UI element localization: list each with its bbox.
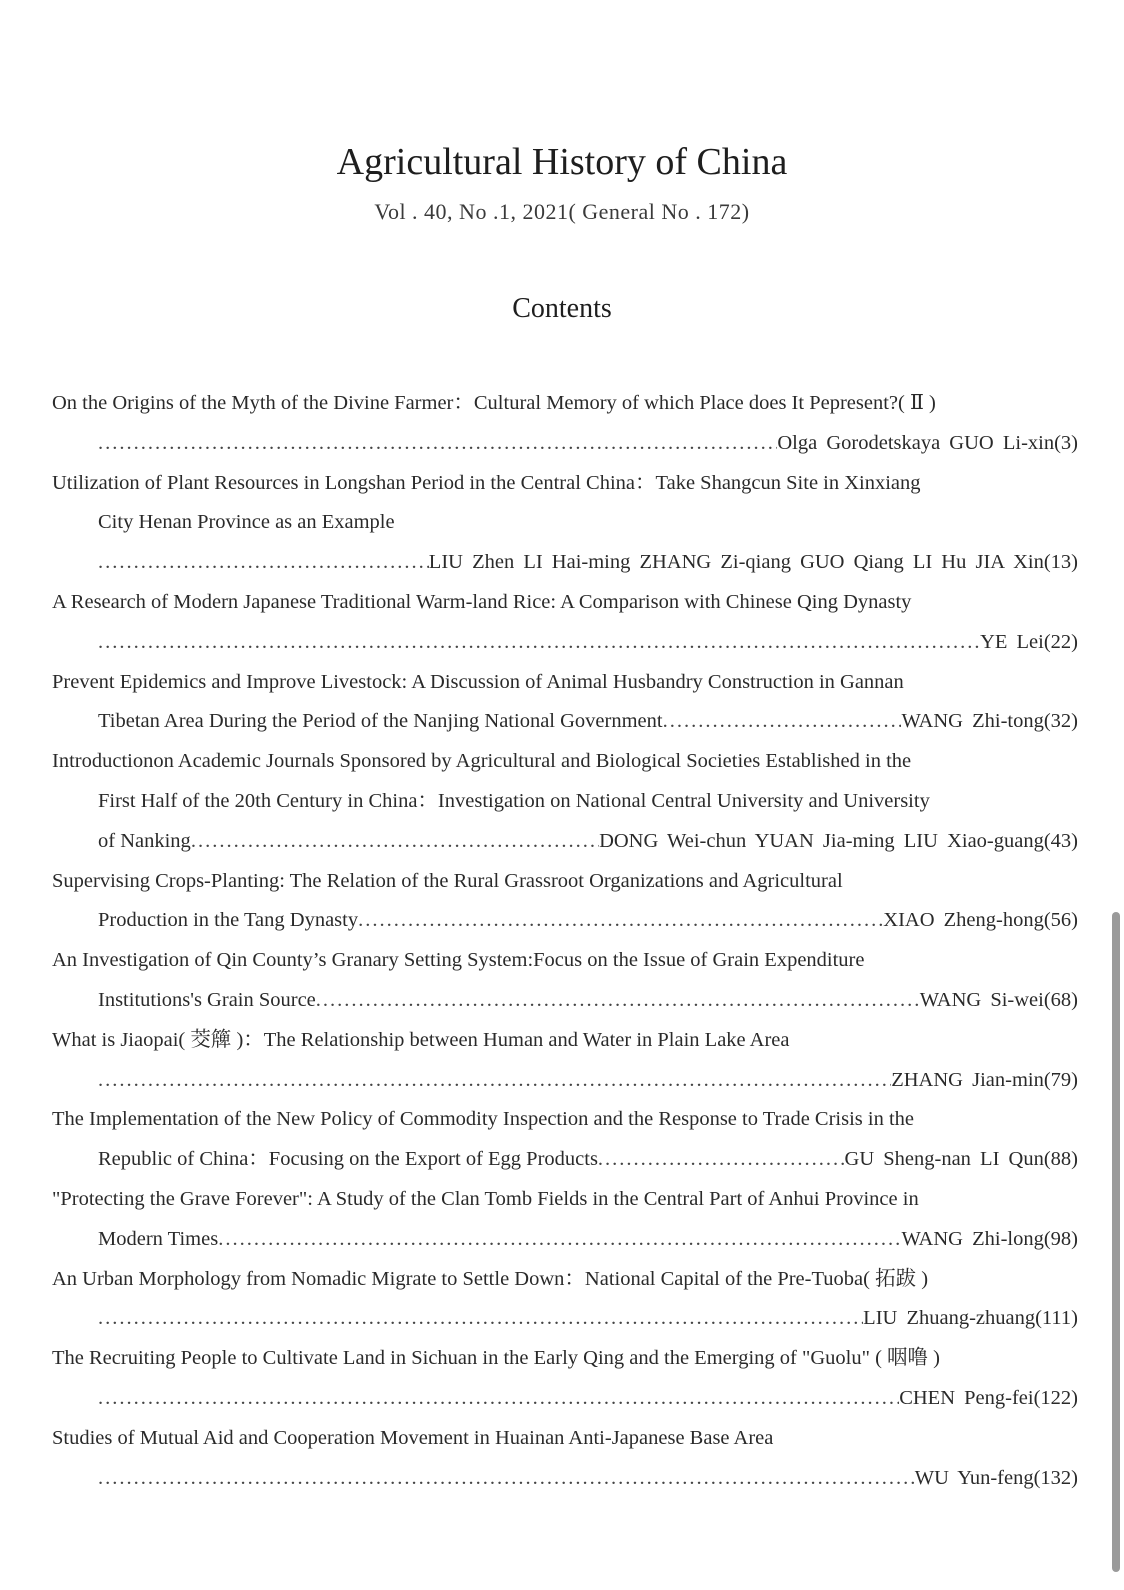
entry-author-line (52, 1061, 1078, 1101)
entry-authors: DONG Wei-chun YUAN Jia-ming LIU Xiao-guang (599, 829, 1044, 852)
entry-title-tail: Tibetan Area During the Period of the Nanjing National Government (98, 710, 663, 733)
entry-page-number: (22) (1043, 630, 1078, 653)
entry-author-line (52, 822, 1078, 862)
entry-title-tail: of Nanking (98, 829, 191, 852)
entry-page-number: (43) (1043, 829, 1078, 852)
entry-author-line (52, 543, 1078, 583)
entry-page-number: (32) (1043, 710, 1078, 733)
entry-authors: XIAO Zheng-hong (883, 909, 1044, 932)
entry-authors: LIU Zhuang-zhuang (863, 1307, 1036, 1330)
entry-page-number: (3) (1054, 431, 1078, 454)
entry-authors: WANG Zhi-long (901, 1227, 1044, 1250)
contents-heading: Contents (512, 293, 612, 324)
entry-authors: WU Yun-feng (914, 1466, 1034, 1489)
entry-author-line (52, 1379, 1078, 1419)
entry-authors: LIU Zhen LI Hai-ming ZHANG Zi-qiang GUO Qiang LI Hu JIA Xin (428, 551, 1044, 574)
entry-authors: WANG Si-wei (919, 988, 1044, 1011)
entry-author-line (52, 702, 1078, 742)
entry-title-line: On the Origins of the Myth of the Divine Farmer：Cultural Memory of which Place does It Pepresent?( Ⅱ ) (52, 392, 936, 414)
entry-title-tail: Modern Times (98, 1227, 219, 1250)
entry-title-line: An Urban Morphology from Nomadic Migrate to Settle Down：National Capital of the Pre-Tuoba( 拓跋 ) (52, 1267, 929, 1290)
toc-entry (52, 862, 1078, 942)
scrollbar[interactable] (1112, 912, 1120, 1572)
toc-entry (52, 583, 1078, 663)
toc-entry (52, 1021, 1078, 1101)
entry-author-line (52, 1299, 1078, 1339)
entry-title-line: Prevent Epidemics and Improve Livestock: A Discussion of Animal Husbandry Construction in Gannan (52, 670, 904, 693)
entry-page-number: (56) (1043, 909, 1078, 932)
entry-page-number: (111) (1035, 1307, 1078, 1330)
entry-title-tail: Production in the Tang Dynasty (98, 909, 359, 932)
dot-leader (98, 1459, 915, 1499)
entry-author-line (52, 1220, 1078, 1260)
entry-authors: Olga Gorodetskaya GUO Li-xin (777, 431, 1055, 454)
dot-leader (218, 1220, 901, 1260)
entry-page-number: (98) (1043, 1227, 1078, 1250)
toc-entry (52, 663, 1078, 743)
entry-title-tail: Republic of China：Focusing on the Export of Egg Products (98, 1148, 598, 1171)
entry-authors: YE Lei (980, 630, 1044, 653)
journal-title: Agricultural History of China (336, 141, 788, 183)
dot-leader (598, 1140, 845, 1180)
entry-title-tail: Institutions's Grain Source (98, 988, 316, 1011)
entry-title-line: Utilization of Plant Resources in Longshan Period in the Central China：Take Shangcun Site in Xinxiang (52, 471, 921, 494)
entry-authors: ZHANG Jian-min (891, 1068, 1044, 1091)
entry-title-line: An Investigation of Qin County’s Granary Setting System:Focus on the Issue of Grain Expenditure (52, 949, 865, 972)
dot-leader (98, 1061, 891, 1101)
toc-entry (52, 464, 1078, 583)
entry-title-line: Supervising Crops-Planting: The Relation of the Rural Grassroot Organizations and Agricultural (52, 869, 843, 892)
entry-title-line: Introductionon Academic Journals Sponsored by Agricultural and Biological Societies Established in the (52, 750, 912, 773)
entry-title-line: The Recruiting People to Cultivate Land in Sichuan in the Early Qing and the Emerging of "Guolu" ( 咽噜 ) (52, 1347, 940, 1370)
entry-title-line: Studies of Mutual Aid and Cooperation Movement in Huainan Anti-Japanese Base Area (52, 1426, 774, 1449)
entry-author-line (52, 901, 1078, 941)
entry-page-number: (132) (1033, 1466, 1078, 1489)
entry-author-line (52, 1459, 1078, 1499)
dot-leader (98, 424, 777, 464)
dot-leader (98, 543, 429, 583)
toc-entry (52, 1100, 1078, 1180)
toc-entry (52, 1180, 1078, 1260)
entry-page-number: (122) (1033, 1386, 1078, 1409)
issue-info: Vol . 40, No .1, 2021( General No . 172) (374, 199, 750, 224)
entry-author-line (52, 1140, 1078, 1180)
entry-title-line: First Half of the 20th Century in China：Investigation on National Central University and University (98, 789, 930, 812)
toc-entry (52, 742, 1078, 861)
entry-title-line: City Henan Province as an Example (98, 511, 395, 534)
toc-entry (52, 1260, 1078, 1340)
dot-leader (316, 981, 920, 1021)
entry-author-line (52, 623, 1078, 663)
entry-authors: WANG Zhi-tong (901, 710, 1044, 733)
entry-page-number: (79) (1043, 1068, 1078, 1091)
dot-leader (191, 822, 599, 862)
toc-entry (52, 384, 1078, 464)
toc-entry (52, 1339, 1078, 1419)
toc-entry (52, 1419, 1078, 1499)
dot-leader (663, 702, 902, 742)
entry-title-line: "Protecting the Grave Forever": A Study of the Clan Tomb Fields in the Central Part of Anhui Province in (52, 1187, 919, 1210)
entry-title-line: What is Jiaopai( 茭簰 )：The Relationship between Human and Water in Plain Lake Area (52, 1028, 790, 1051)
entry-authors: CHEN Peng-fei (899, 1386, 1034, 1409)
entry-author-line (52, 981, 1078, 1021)
dot-leader (358, 901, 883, 941)
table-of-contents (52, 384, 1078, 1498)
dot-leader (98, 1379, 899, 1419)
toc-entry (52, 941, 1078, 1021)
entry-title-line: A Research of Modern Japanese Traditional Warm-land Rice: A Comparison with Chinese Qing Dynasty (52, 590, 912, 613)
dot-leader (98, 623, 980, 663)
dot-leader (98, 1299, 863, 1339)
entry-author-line (52, 424, 1078, 464)
entry-authors: GU Sheng-nan LI Qun (844, 1148, 1044, 1171)
entry-page-number: (68) (1043, 988, 1078, 1011)
entry-page-number: (13) (1043, 551, 1078, 574)
entry-page-number: (88) (1043, 1148, 1078, 1171)
entry-title-line: The Implementation of the New Policy of Commodity Inspection and the Response to Trade Crisis in the (52, 1108, 915, 1131)
